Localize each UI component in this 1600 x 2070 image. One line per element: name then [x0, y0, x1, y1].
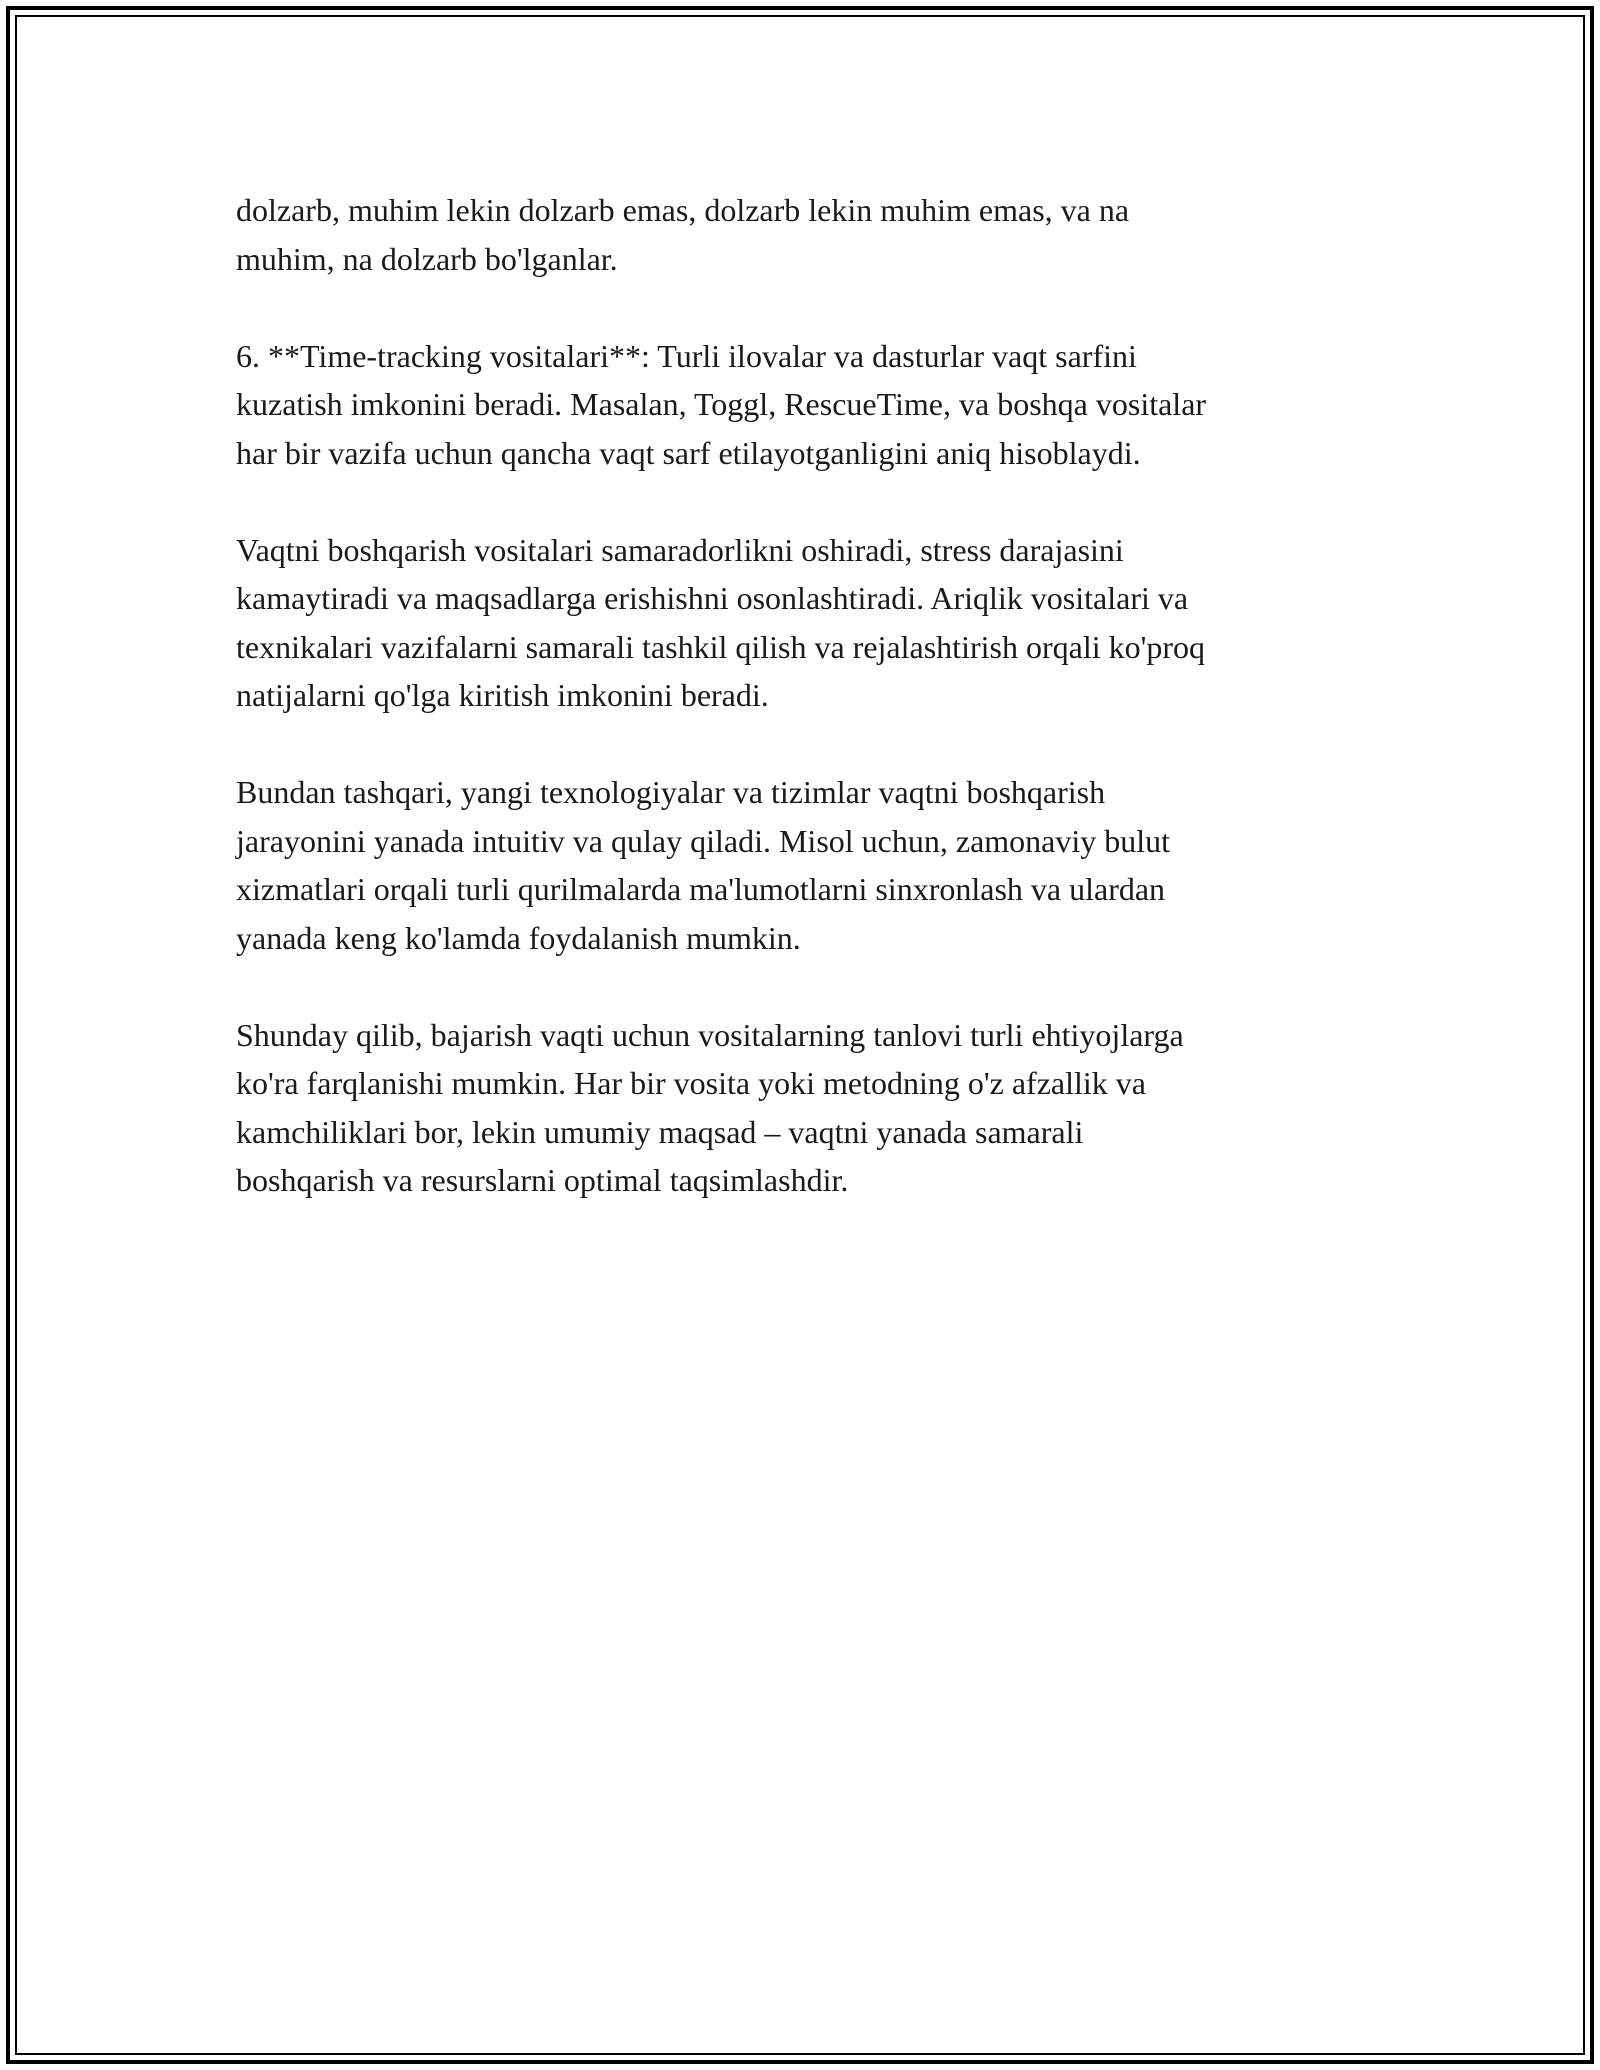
paragraph-eisenhower-continuation: dolzarb, muhim lekin dolzarb emas, dolzarb lekin muhim emas, va na muhim, na dolzarb bo'lganlar.	[236, 192, 1130, 277]
paragraph-benefits: Vaqtni boshqarish vositalari samaradorlikni oshiradi, stress darajasini kamaytiradi va maqsadlarga erishishni osonlashtiradi. Ariqlik vositalari va texnikalari vazifalarni samarali tashkil qilish va rejalashtirish orqali ko'proq natijalarni qo'lga kiritish imkonini beradi.	[236, 531, 1206, 713]
document-body	[236, 186, 1366, 1253]
paragraph-technologies: Bundan tashqari, yangi texnologiyalar va tizimlar vaqtni boshqarish jarayonini yanada intuitiv va qulay qiladi. Misol uchun, zamonaviy bulut xizmatlari orqali turli qurilmalarda ma'lumotlarni sinxronlash va ulardan yanada keng ko'lamda foydalanish mumkin.	[236, 774, 1171, 956]
paragraph-conclusion: Shunday qilib, bajarish vaqti uchun vositalarning tanlovi turli ehtiyojlarga ko'ra farqlanishi mumkin. Har bir vosita yoki metodning o'z afzallik va kamchiliklari bor, lekin umumiy maqsad – vaqtni yanada samarali boshqarish va resurslarni optimal taqsimlashdir.	[236, 1016, 1184, 1198]
paragraph-time-tracking: 6. **Time-tracking vositalari**: Turli ilovalar va dasturlar vaqt sarfini kuzatish imkonini beradi. Masalan, Toggl, RescueTime, va boshqa vositalar har bir vazifa uchun qancha vaqt sarf etilayotganligini aniq hisoblaydi.	[236, 337, 1207, 471]
